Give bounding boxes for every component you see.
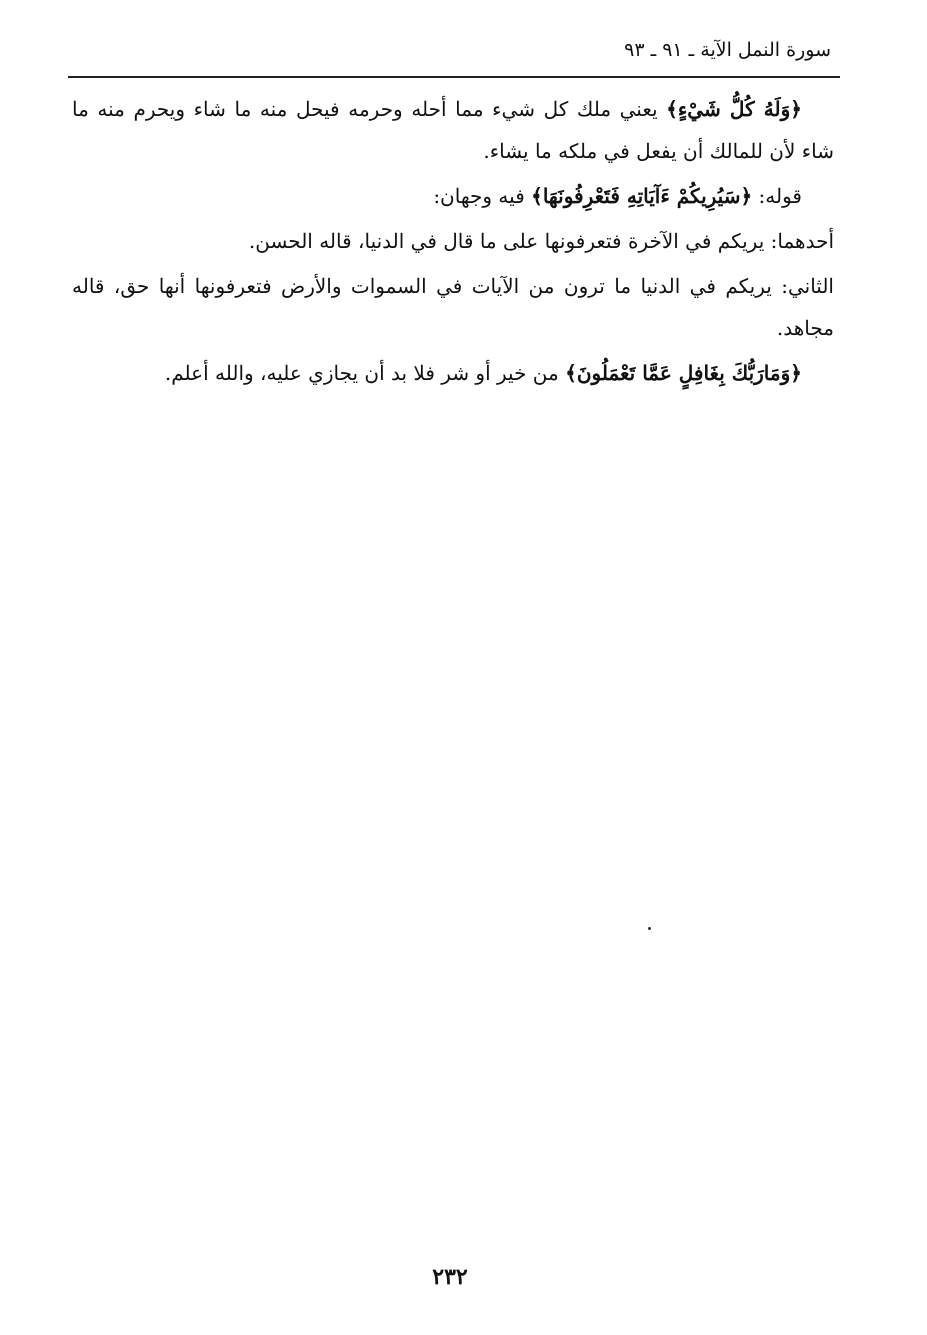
quran-verse: ﴿وَلَهُ كُلُّ شَيْءٍ﴾ bbox=[666, 97, 802, 121]
commentary-text: أحدهما: يريكم في الآخرة فتعرفونها على ما قال في الدنيا، قاله الحسن. bbox=[248, 229, 834, 253]
scan-speck bbox=[648, 927, 651, 930]
paragraph-2 bbox=[72, 175, 834, 217]
quran-verse: ﴿وَمَارَبُّكَ بِغَافِلٍ عَمَّا تَعْمَلُونَ﴾ bbox=[565, 361, 802, 385]
commentary-text: الثاني: يريكم في الدنيا ما ترون من الآيات في السموات والأرض فتعرفونها أنها حق، قاله مجاهد. bbox=[72, 274, 834, 340]
quran-verse: ﴿سَيُرِيكُمْ ءَآيَاتِهِ فَتَعْرِفُونَهَا﴾ bbox=[531, 184, 753, 208]
page-number: ٢٣٢ bbox=[432, 1264, 468, 1290]
paragraph-3 bbox=[72, 220, 834, 262]
body-text bbox=[72, 88, 834, 394]
paragraph-prefix: قوله: bbox=[752, 184, 802, 208]
paragraph-5 bbox=[72, 352, 834, 394]
commentary-text: فيه وجهان: bbox=[433, 184, 532, 208]
paragraph-1 bbox=[72, 88, 834, 172]
commentary-text: من خير أو شر فلا بد أن يجازي عليه، والله أعلم. bbox=[164, 361, 566, 385]
running-header: سورة النمل الآية ـ ٩١ ـ ٩٣ bbox=[624, 39, 831, 61]
header-rule bbox=[68, 76, 840, 78]
paragraph-4 bbox=[72, 265, 834, 349]
commentary-text: يعني ملك كل شيء مما أحله وحرمه فيحل منه ما شاء ويحرم منه ما شاء لأن للمالك أن يفعل في ملكه ما يشاء. bbox=[72, 97, 834, 163]
